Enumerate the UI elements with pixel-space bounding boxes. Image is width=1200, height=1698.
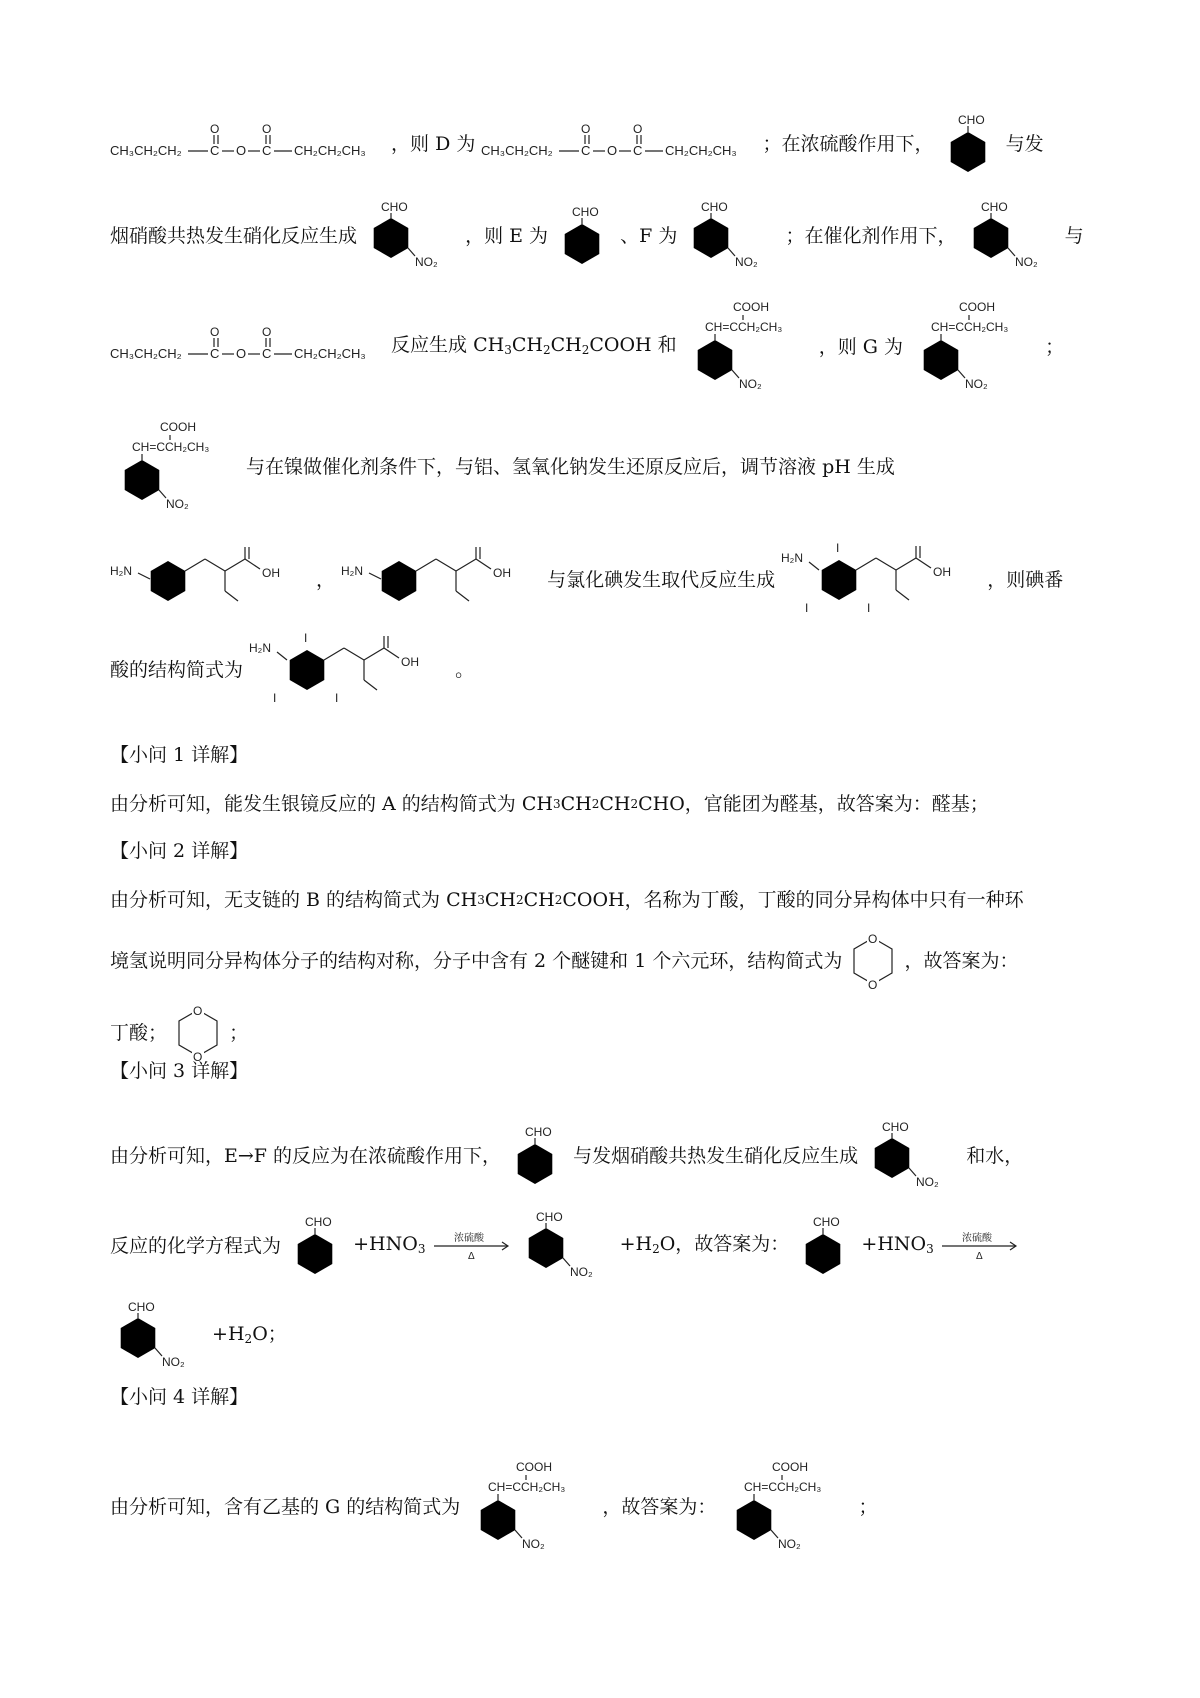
svg-text:CHO: CHO: [882, 1120, 909, 1134]
svg-text:CHO: CHO: [525, 1125, 552, 1139]
svg-text:Δ: Δ: [467, 1251, 475, 1262]
svg-text:CH₃CH₂CH₂: CH₃CH₂CH₂: [110, 143, 182, 158]
svg-text:OH: OH: [262, 566, 280, 580]
anhydride-structure: [110, 121, 385, 167]
svg-text:OH: OH: [493, 566, 512, 580]
q2-heading: 【小问 2 详解】: [110, 840, 249, 862]
svg-text:CHO: CHO: [813, 1215, 841, 1229]
text: ；在催化剂作用下，: [785, 225, 957, 247]
m-nitrobenzaldehyde-structure: [363, 200, 459, 272]
svg-text:NO₂: NO₂: [965, 377, 988, 391]
text: 、F 为: [620, 225, 678, 247]
q3-text-1: 由分析可知，E→F 的反应为在浓硫酸作用下， CHO 与发烟硝酸共热发生硝化反应生成 CHO NO₂ 和水，: [110, 1120, 1100, 1192]
svg-text:O: O: [581, 122, 591, 136]
svg-text:H₂N: H₂N: [341, 564, 364, 578]
dioxane-structure: [848, 930, 898, 992]
reaction-arrow: [940, 1229, 1020, 1263]
line-1: [110, 112, 1100, 176]
svg-text:O: O: [633, 122, 643, 136]
svg-text:CHO: CHO: [701, 200, 729, 214]
svg-text:C: C: [581, 143, 591, 158]
svg-text:CH=CCH₂CH₃: CH=CCH₂CH₃: [744, 1480, 822, 1494]
svg-text:CHO: CHO: [535, 1210, 563, 1224]
svg-text:NO₂: NO₂: [735, 255, 759, 269]
aminophenyl-acid-structure: [110, 545, 310, 615]
q3-text-3: CHO NO₂ $+H_2O$；: [110, 1300, 1100, 1372]
svg-text:CH₂CH₂CH₃: CH₂CH₂CH₃: [294, 346, 366, 361]
text: 与发: [1005, 133, 1044, 155]
m-nitrobenzaldehyde-structure: [683, 200, 779, 272]
m-nitrobenzaldehyde-structure: [110, 1300, 206, 1372]
svg-text:NO₂: NO₂: [162, 1355, 185, 1369]
svg-text:H₂N: H₂N: [110, 564, 132, 578]
q3-text-2: 反应的化学方程式为 CHO $+HNO_3$ 浓硫酸 Δ CHO NO₂ $+H_2O$，故答案为： CHO $+HNO_3$ 浓硫酸 Δ: [110, 1210, 1100, 1282]
svg-text:I: I: [867, 601, 871, 615]
svg-text:CH=CCH₂CH₃: CH=CCH₂CH₃: [931, 320, 1009, 334]
line-3: [110, 300, 1100, 394]
iodinated-acid-structure: [781, 540, 981, 620]
line-5: [110, 540, 1100, 620]
svg-text:NO₂: NO₂: [166, 497, 189, 511]
svg-text:CH=CCH₂CH₃: CH=CCH₂CH₃: [488, 1480, 566, 1494]
svg-text:I: I: [805, 601, 809, 615]
svg-text:C: C: [262, 143, 272, 158]
m-nitrobenzaldehyde-structure: [963, 200, 1059, 272]
svg-text:I: I: [304, 631, 308, 645]
text: 。: [455, 659, 475, 681]
q2-text-1: 由分析可知，无支链的 B 的结构简式为 CH3CH2CH2COOH，名称为丁酸，丁酸的同分异构体中只有一种环: [110, 889, 1024, 911]
svg-text:O: O: [607, 143, 618, 158]
text: ；: [1045, 336, 1065, 358]
svg-text:CH₂CH₂CH₃: CH₂CH₂CH₃: [294, 143, 366, 158]
aminophenyl-acid-structure: [341, 545, 541, 615]
benzaldehyde-structure: [507, 1124, 567, 1188]
text: ；在浓硫酸作用下，: [762, 133, 934, 155]
text: ，则 E 为: [465, 225, 549, 247]
svg-text:NO₂: NO₂: [778, 1537, 802, 1551]
text: 与氯化碘发生取代反应生成: [547, 569, 776, 591]
q4-heading: 【小问 4 详解】: [110, 1386, 249, 1408]
m-nitrobenzaldehyde-structure: [518, 1210, 614, 1282]
svg-text:O: O: [193, 1004, 203, 1018]
benzaldehyde-structure: [287, 1214, 347, 1278]
svg-text:浓硫酸: 浓硫酸: [961, 1233, 992, 1244]
q2-text-3: 丁酸； O O ；: [110, 1004, 249, 1064]
svg-text:NO₂: NO₂: [1014, 255, 1038, 269]
svg-text:C: C: [210, 346, 220, 361]
text: 与: [1064, 225, 1084, 247]
svg-text:NO₂: NO₂: [738, 377, 762, 391]
svg-text:I: I: [273, 691, 277, 705]
svg-text:C: C: [262, 346, 272, 361]
svg-text:I: I: [836, 541, 840, 555]
svg-text:O: O: [262, 122, 272, 136]
svg-text:CH=CCH₂CH₃: CH=CCH₂CH₃: [132, 440, 210, 454]
benzaldehyde-structure: [795, 1214, 855, 1278]
text: ，则 G 为: [818, 336, 904, 358]
svg-text:COOH: COOH: [516, 1460, 553, 1474]
svg-text:CHO: CHO: [305, 1215, 332, 1229]
svg-text:H₂N: H₂N: [249, 641, 272, 655]
q4-text: 由分析可知，含有乙基的 G 的结构简式为 CH=CCH₂CH₃ COOH NO₂ ，故答案为： CH=CCH₂CH₃ COOH NO₂ ；: [110, 1460, 1100, 1554]
benzaldehyde-structure: [940, 112, 1000, 176]
svg-text:NO₂: NO₂: [415, 255, 438, 269]
text: ，则 D 为: [391, 133, 476, 155]
svg-text:O: O: [236, 143, 247, 158]
q1-text: 由分析可知，能发生银镜反应的 A 的结构简式为 CH3CH2CH2CHO，官能团为醛基，故答案为：醛基；: [110, 793, 989, 815]
svg-text:O: O: [868, 932, 878, 946]
text: 反应生成 $CH_3CH_2CH_2COOH$ 和: [391, 333, 677, 357]
svg-text:Δ: Δ: [975, 1251, 983, 1262]
g-structure: [466, 1460, 596, 1554]
svg-text:O: O: [210, 325, 220, 339]
svg-text:O: O: [868, 978, 878, 992]
svg-text:CHO: CHO: [381, 200, 408, 214]
iodinated-acid-structure: [249, 630, 449, 710]
svg-text:O: O: [193, 1050, 203, 1064]
text: ，则碘番: [987, 569, 1064, 591]
svg-text:COOH: COOH: [959, 300, 996, 314]
svg-text:C: C: [210, 143, 220, 158]
svg-text:I: I: [335, 691, 339, 705]
q3-heading: 【小问 3 详解】: [110, 1060, 249, 1082]
anhydride-structure: [481, 121, 756, 167]
dioxane-structure: [173, 1002, 223, 1064]
svg-text:浓硫酸: 浓硫酸: [453, 1233, 484, 1244]
g-structure: [683, 300, 813, 394]
svg-text:CHO: CHO: [572, 205, 599, 219]
text: ，: [316, 569, 336, 591]
m-nitrobenzaldehyde-structure: [864, 1120, 960, 1192]
svg-text:CHO: CHO: [957, 113, 985, 127]
line-4: [110, 420, 1100, 514]
g-structure: [722, 1460, 852, 1554]
svg-text:COOH: COOH: [772, 1460, 809, 1474]
svg-text:CH₂CH₂CH₃: CH₂CH₂CH₃: [665, 143, 738, 158]
svg-text:O: O: [236, 346, 247, 361]
text: 与在镍做催化剂条件下，与铝、氢氧化钠发生还原反应后，调节溶液 pH 生成: [246, 456, 895, 478]
svg-text:O: O: [262, 325, 272, 339]
svg-text:NO₂: NO₂: [569, 1265, 593, 1279]
text: 烟硝酸共热发生硝化反应生成: [110, 225, 358, 247]
svg-text:CH₃CH₂CH₂: CH₃CH₂CH₂: [110, 346, 182, 361]
line-6: [110, 630, 1100, 710]
anhydride-structure: [110, 324, 385, 370]
svg-text:COOH: COOH: [732, 300, 769, 314]
svg-text:CHO: CHO: [980, 200, 1008, 214]
svg-text:CHO: CHO: [128, 1300, 155, 1314]
svg-text:OH: OH: [401, 655, 420, 669]
svg-text:NO₂: NO₂: [522, 1537, 545, 1551]
svg-text:H₂N: H₂N: [781, 551, 804, 565]
q2-text-2: 境氢说明同分异构体分子的结构对称，分子中含有 2 个醚键和 1 个六元环，结构简式为 O O ，故答案为：: [110, 932, 1019, 992]
svg-text:OH: OH: [933, 565, 952, 579]
reaction-arrow: [432, 1229, 512, 1263]
svg-text:O: O: [210, 122, 220, 136]
svg-text:NO₂: NO₂: [916, 1175, 939, 1189]
text: 酸的结构简式为: [110, 659, 244, 681]
g-structure: [909, 300, 1039, 394]
svg-text:C: C: [633, 143, 643, 158]
g-structure: [110, 420, 240, 514]
svg-text:CH₃CH₂CH₂: CH₃CH₂CH₂: [481, 143, 554, 158]
svg-text:CH=CCH₂CH₃: CH=CCH₂CH₃: [704, 320, 782, 334]
svg-text:COOH: COOH: [160, 420, 196, 434]
line-2: [110, 200, 1100, 272]
benzaldehyde-structure: [554, 204, 614, 268]
q1-heading: 【小问 1 详解】: [110, 744, 249, 766]
